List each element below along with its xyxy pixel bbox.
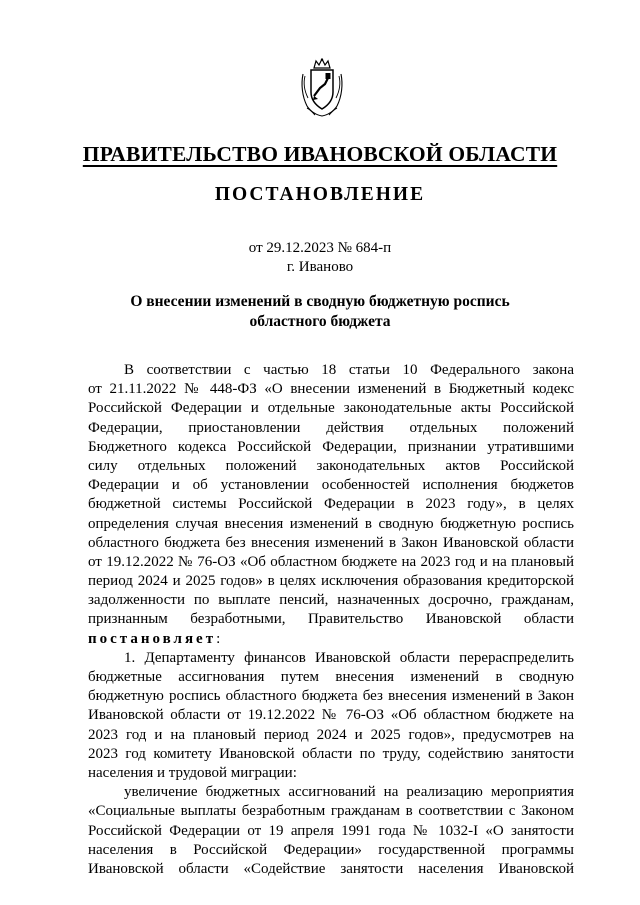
decree-line [88, 630, 574, 649]
body-line: областного бюджета без внесения изменений в Закон Ивановской области [88, 534, 574, 551]
body-line: задолженности по выплате пенсий, назначенных досрочно, гражданам, [88, 592, 574, 609]
body-line: бюджетной системы Российской Федерации в 2023 году», в целях [88, 496, 574, 513]
body-line: силу отдельных положений законодательных актов Российской [88, 457, 574, 474]
body-line: определения случая внесения изменений в сводную бюджетную роспись [88, 515, 574, 532]
item1-line: бюджетную роспись областного бюджета без внесения изменений в Закон [88, 688, 574, 705]
subject-line: областного бюджета [249, 313, 391, 330]
document-city: г. Иваново [286, 259, 354, 275]
body-line: от 19.12.2022 № 76-ОЗ «Об областном бюджете на 2023 год и на плановый [88, 553, 574, 570]
item1-line: 2023 год комитету Ивановской области по труду, содействию занятости [88, 745, 574, 762]
body-line: Российской Федерации и отдельные законодательные акты Российской [88, 400, 574, 417]
body-line: от 21.11.2022 № 448-ФЗ «О внесении изменений в Бюджетный кодекс [88, 381, 574, 398]
decree-word: постановляет [88, 630, 217, 647]
item1-line: бюджетные ассигнования путем внесения изменений в сводную [88, 669, 574, 685]
document-subject [0, 292, 640, 332]
document-meta [0, 239, 640, 277]
body-line: Федерации и об установлении особенностей исполнения бюджетов [88, 477, 574, 494]
document-type: ПОСТАНОВЛЕНИЕ [214, 184, 426, 205]
item1-line: Ивановской области от 19.12.2022 № 76-ОЗ «Об областном бюджете на [88, 707, 574, 724]
item2-line: Российской Федерации от 19 апреля 1991 года № 1032-I «О занятости [88, 822, 574, 839]
item2-line: Ивановской области «Содействие занятости населения Ивановской [88, 860, 574, 877]
item1-line: населения и трудовой миграции: [88, 764, 297, 781]
item2-line: увеличение бюджетных ассигнований на реализацию мероприятия [124, 784, 574, 801]
body-line: признанным безработными, Правительство Ивановской области [88, 611, 574, 628]
body-line: Бюджетного кодекса Российской Федерации, признании утратившими [88, 438, 574, 455]
item2-line: «Социальные выплаты безработным гражданам в соответствии с Законом [88, 803, 574, 820]
organization-title: ПРАВИТЕЛЬСТВО ИВАНОВСКОЙ ОБЛАСТИ [82, 142, 558, 166]
subject-line: О внесении изменений в сводную бюджетную роспись [130, 293, 510, 310]
body-line: В соответствии с частью 18 статьи 10 Федерального закона [124, 362, 574, 378]
decree-colon: : [216, 630, 221, 647]
item1-line: 1. Департаменту финансов Ивановской области перераспределить [124, 649, 574, 666]
item2-line: населения в Российской Федерации» государственной программы [88, 841, 574, 858]
item1-line: 2023 год и на плановый период 2024 и 2025 годов», предусмотрев на [88, 726, 574, 743]
document-body [88, 361, 574, 879]
body-line: период 2024 и 2025 годов» в целях исключения образования кредиторской [88, 573, 574, 590]
coat-of-arms-icon [299, 58, 345, 118]
body-line: Федерации, приостановлении действия отдельных положений [88, 419, 574, 436]
document-date-number: от 29.12.2023 № 684-п [248, 240, 392, 256]
